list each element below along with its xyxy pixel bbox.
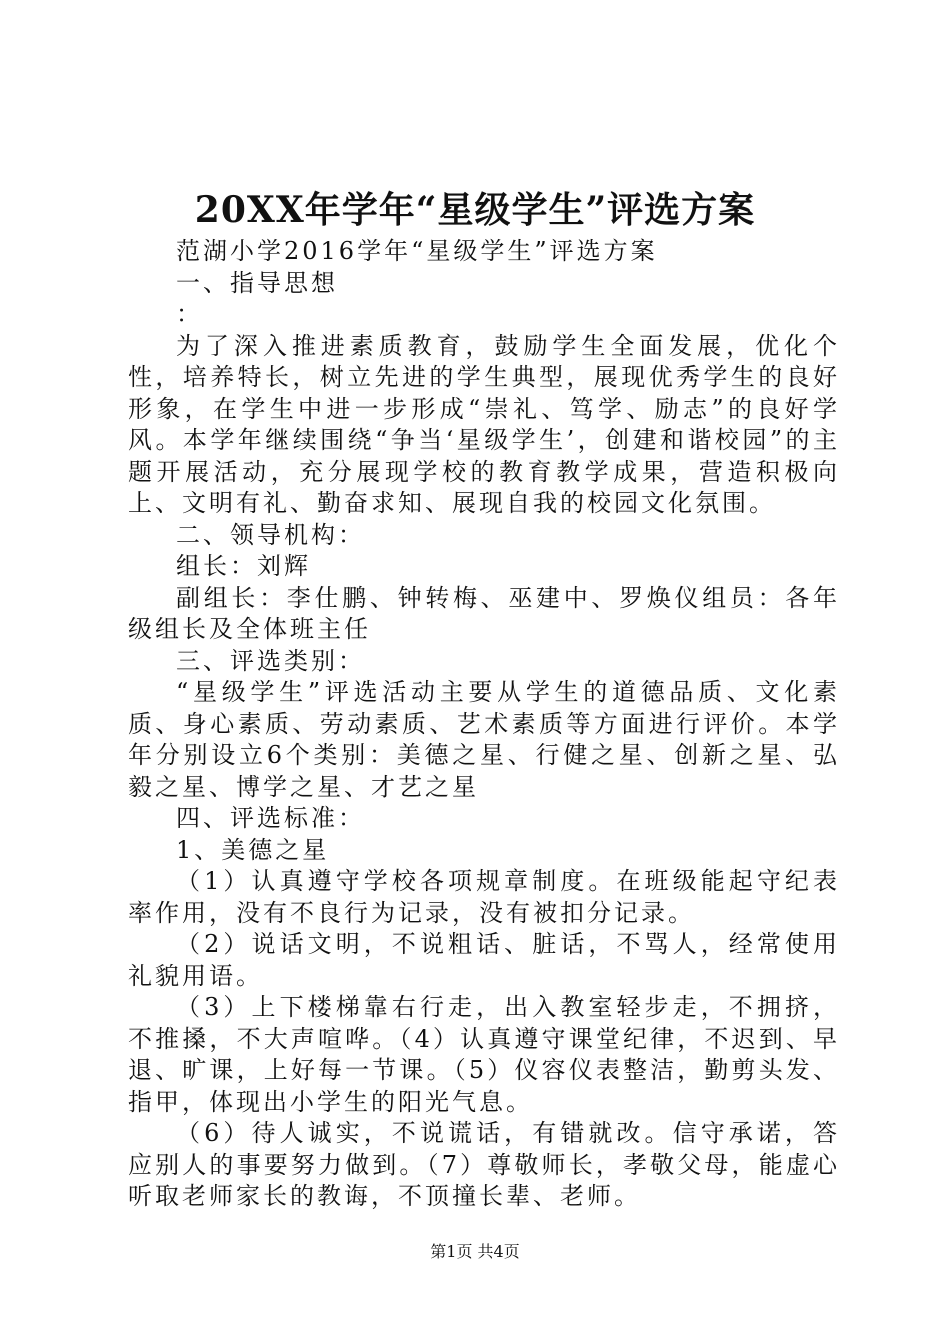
paragraph-heading-guiding-idea: 一、指导思想	[176, 268, 338, 297]
document-title: 20XX年学年“星级学生”评选方案	[194, 189, 756, 231]
paragraph-heading-criteria: 四、评选标准：	[176, 804, 365, 832]
paragraph-deputy-leaders: 副组长：李仕鹏、钟转梅、巫建中、罗焕仪组员：各年级组长及全体班主任	[128, 583, 840, 643]
paragraph-categories: “星级学生”评选活动主要从学生的道德品质、文化素质、身心素质、劳动素质、艺术素质等方面进行评价。本学年分别设立6个类别：美德之星、行健之星、创新之星、弘毅之星、博学之星、才艺之星	[128, 678, 840, 801]
paragraph-group-leader: 组长：刘辉	[176, 552, 311, 580]
paragraph-criterion-6-7: （6）待人诚实，不说谎话，有错就改。信守承诺，答应别人的事要努力做到。（7）尊敬师长，孝敬父母，能虚心听取老师家长的教诲，不顶撞长辈、老师。	[128, 1119, 840, 1210]
document-body	[128, 236, 840, 1213]
page-indicator: 第1页 共4页	[430, 1242, 520, 1261]
paragraph-heading-leadership: 二、领导机构：	[176, 520, 365, 549]
paragraph-criterion-2: （2）说话文明，不说粗话、脏话，不骂人，经常使用礼貌用语。	[128, 930, 840, 990]
paragraph-colon: ：	[176, 300, 203, 328]
paragraph-virtue-star: 1、美德之星	[176, 835, 330, 864]
paragraph-criterion-3-5: （3）上下楼梯靠右行走，出入教室轻步走，不拥挤，不推搡，不大声喧哗。（4）认真遵守课堂纪律，不迟到、早退、旷课，上好每一节课。（5）仪容仪表整洁，勤剪头发、指甲，体现出小学生的阳光气息。	[128, 993, 840, 1116]
paragraph-criterion-1: （1）认真遵守学校各项规章制度。在班级能起守纪表率作用，没有不良行为记录，没有被扣分记录。	[128, 867, 840, 927]
paragraph-heading-categories: 三、评选类别：	[176, 646, 365, 675]
paragraph-subtitle: 范湖小学2016学年“星级学生”评选方案	[176, 237, 658, 265]
paragraph-guiding-idea: 为了深入推进素质教育，鼓励学生全面发展，优化个性，培养特长，树立先进的学生典型，展现优秀学生的良好形象，在学生中进一步形成“崇礼、笃学、励志”的良好学风。本学年继续围绕“争当‘星级学生’，创建和谐校园”的主题开展活动，充分展现学校的教育教学成果，营造积极向上、文明有礼、勤奋求知、展现自我的校园文化氛围。	[128, 331, 840, 517]
